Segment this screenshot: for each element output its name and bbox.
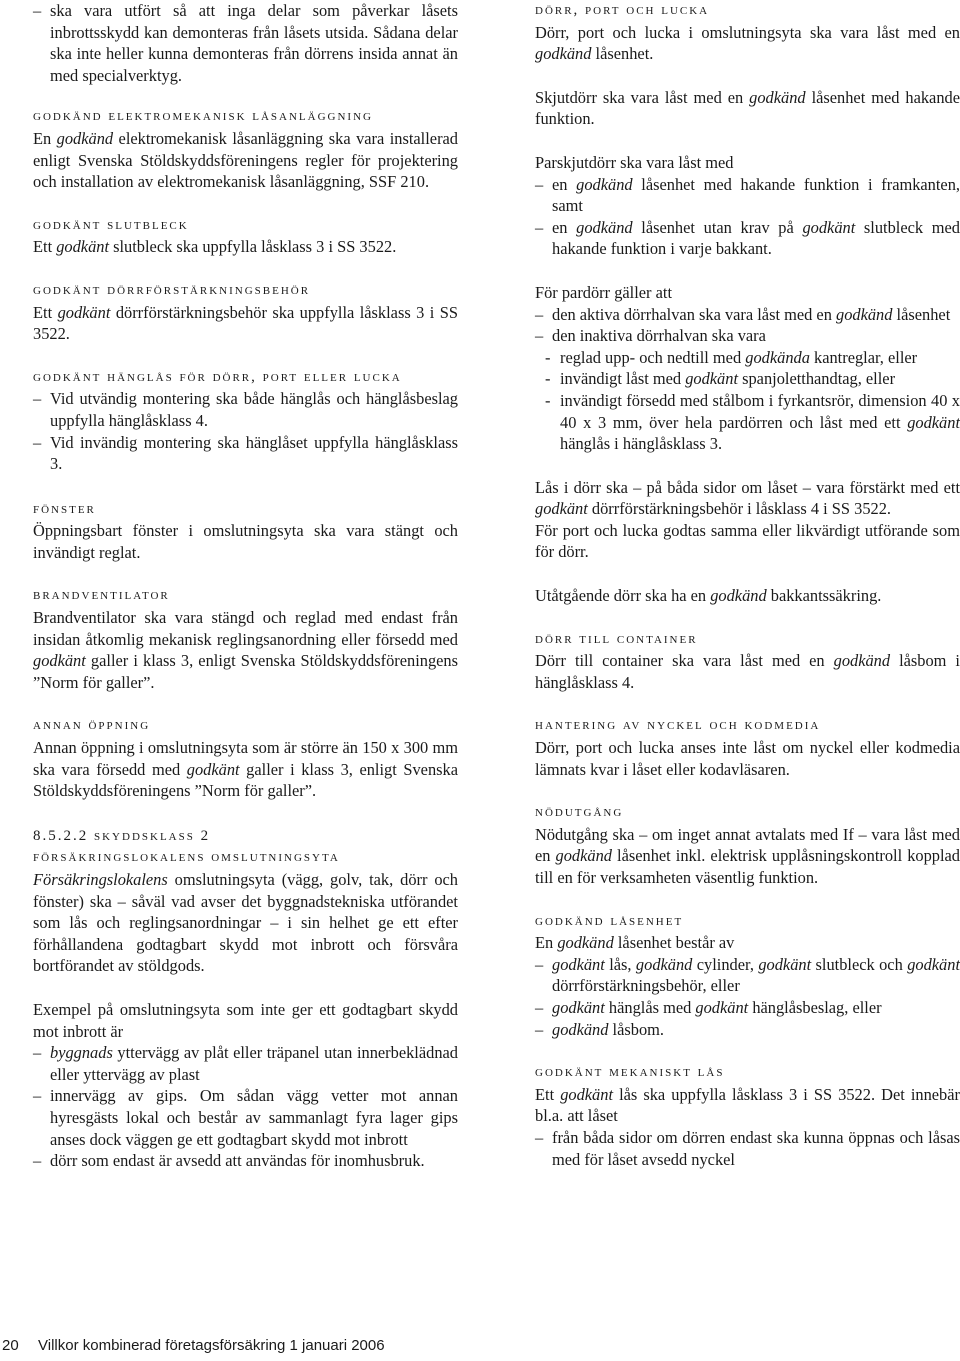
list-item [535, 997, 960, 1019]
emphasis: godkänt [802, 217, 856, 237]
text-run: Annan öppning i omslutningsyta som är större än 150 x 300 mm ska vara försedd med [33, 738, 458, 779]
text-run: den aktiva dörrhalvan ska vara låst med en [552, 304, 836, 324]
text-run: omslutningsyta (vägg, golv, tak, dörr och fönster) ska – såväl vad avser det byggnadstekniska utförandet som lås och reglingsanordningar – i sin helhet ge ett efter förhållandena godtagbart skydd mot inbrott och försvåra bortförandet av stöldgods. [33, 870, 458, 976]
emphasis: godkänd [576, 174, 633, 194]
section-text [535, 1084, 960, 1127]
mekaniskt-list [535, 1127, 960, 1170]
text-run: låsbom i hänglåsklass 4. [535, 651, 960, 692]
section-hanglas [33, 367, 458, 475]
section-text [535, 87, 960, 130]
section-brandventilator [33, 585, 458, 693]
footer-title: Villkor kombinerad företagsförsäkring 1 januari 2006 [38, 1337, 385, 1354]
text-run: Ett [535, 1084, 561, 1104]
intro-list [33, 0, 458, 86]
text-run: slutbleck med hakande funktion i varje bakkant. [552, 217, 960, 259]
intro-text: ska vara utfört så att inga delar som påverkar låsets inbrottsskydd kan demonteras från låsets utsida. Sådana delar ska inte heller kunna demonteras från dörrens insida annat än med specialverktyg. [50, 1, 458, 85]
section-heading: annan öppning [33, 717, 151, 734]
text-run: en [552, 174, 577, 194]
text-run: Lås i dörr ska – på båda sidor om låset – vara förstärkt med ett [535, 477, 960, 497]
section-heading: godkänt mekaniskt lås [535, 1064, 725, 1081]
list-item [535, 954, 960, 997]
section-text [535, 932, 960, 954]
text-run: låsenhet består av [613, 933, 735, 953]
section-text [535, 650, 960, 693]
emphasis: godkänt [758, 954, 812, 974]
list-item: – dörr som endast är avsedd att användas för inomhusbruk. [33, 1150, 458, 1172]
section-nodutgang [535, 802, 960, 888]
text-run: hänglås med [604, 997, 696, 1017]
section-text: Öppningsbart fönster i omslutningsyta ska vara stängt och invändigt reglat. [33, 521, 458, 562]
text-run: Ett [33, 237, 57, 257]
text-run: spanjoletthandtag, eller [738, 369, 896, 389]
text-run: galler i klass 3, enligt Svenska Stöldskyddsföreningens ”Norm för galler”. [33, 651, 458, 692]
text-run: hänglås i hänglåsklass 3. [560, 434, 723, 454]
text-run: En [33, 128, 57, 148]
emphasis: godkänt [56, 237, 110, 257]
section-heading: godkänt dörrförstärkningsbehör [33, 281, 311, 298]
text-run: bakkantssäkring. [766, 586, 882, 606]
section-text [535, 585, 960, 607]
text-run: låsenhet. [591, 44, 654, 64]
text-run: lås ska uppfylla låsklass 3 i SS 3522. Det innebär bl.a. att låset [535, 1084, 960, 1126]
emphasis: godkänt [685, 369, 738, 389]
emphasis: godkänd [635, 954, 693, 974]
emphasis: godkänt [560, 1084, 613, 1104]
text-run: lås, [604, 954, 636, 974]
list-item: – från båda sidor om dörren endast ska kunna öppnas och låsas med för låset avsedd nyckel [535, 1127, 960, 1170]
emphasis: byggnads [50, 1043, 113, 1063]
emphasis: godkänt [33, 651, 86, 671]
section-heading: fönster [33, 500, 96, 517]
list-item [535, 1019, 960, 1041]
list-item: – Vid utvändig montering ska både hänglås och hänglåsbeslag uppfylla hänglåsklass 4. [33, 388, 458, 431]
section-text [33, 236, 458, 258]
text-run: elektromekanisk låsanläggning ska vara installerad enligt Svenska Stöldskyddsföreningens regler för projektering och installation av elektromekanisk låsanläggning, SSF 210. [33, 128, 458, 192]
section-skyddsklass [33, 826, 458, 1172]
list-item [33, 0, 458, 86]
list-item [535, 217, 960, 260]
section-text: Dörr, port och lucka anses inte låst om nyckel eller kodmedia lämnats kvar i låset eller kodavläsaren. [535, 738, 960, 779]
right-column [535, 0, 960, 1170]
emphasis: godkänt [907, 412, 960, 432]
section-text [535, 477, 960, 520]
list-item [535, 304, 960, 326]
section-annan [33, 715, 458, 801]
emphasis: godkänd [557, 933, 614, 953]
text-run: Utåtgående dörr ska ha en [535, 586, 711, 606]
section-heading: nödutgång [535, 804, 624, 821]
emphasis: godkänt [907, 954, 960, 974]
section-heading: 8.5.2.2 skyddsklass 2 [33, 827, 211, 844]
text-run: en [552, 217, 577, 237]
emphasis: godkänd [710, 586, 767, 606]
emphasis: godkänd [836, 304, 893, 324]
section-fonster [33, 499, 458, 564]
emphasis: godkänd [535, 44, 592, 64]
emphasis: godkänd [749, 87, 806, 107]
emphasis: godkänt [552, 997, 605, 1017]
text-run: galler i klass 3, enligt Svenska Stöldskyddsföreningens ”Norm för galler”. [33, 759, 459, 801]
text-run: låsbom. [608, 1019, 664, 1039]
section-heading: godkänt hänglås för dörr, port eller lucka [33, 368, 402, 385]
text-run: Nödutgång ska – om inget annat avtalats med If – vara låst med en [535, 824, 960, 866]
text-run: hänglåsbeslag, eller [748, 997, 882, 1017]
section-heading: brandventilator [33, 587, 170, 604]
section-heading: godkänd låsenhet [535, 912, 684, 929]
emphasis: godkänd [555, 846, 612, 866]
text-run: kantreglar, eller [809, 347, 918, 367]
section-heading: hantering av nyckel och kodmedia [535, 717, 821, 734]
section-text [535, 824, 960, 889]
text-run: Dörr, port och lucka i omslutningsyta ska vara låst med en [535, 22, 960, 42]
text-run: låsenhet inkl. elektrisk upplåsningskontroll kopplad till en för verksamheten väsentlig funktion. [535, 846, 960, 887]
text-run: invändigt låst med [560, 369, 686, 389]
emphasis: godkänd [833, 651, 891, 671]
section-nyckel [535, 715, 960, 780]
section-slutbleck [33, 215, 458, 258]
emphasis: godkänd [56, 128, 114, 148]
text-run: Dörr till container ska vara låst med en [535, 651, 834, 671]
text-run: Brandventilator ska vara stängd och reglad med endast från insidan åtkomlig mekanisk reglingsanordning eller försedd med [33, 608, 458, 649]
section-heading: dörr till container [535, 630, 698, 647]
emphasis: godkänt [186, 759, 240, 779]
section-subheading: försäkringslokalens omslutningsyta [33, 849, 340, 866]
text-run: låsenhet [892, 304, 951, 324]
hanglas-list [33, 388, 458, 474]
sublist-item [535, 368, 960, 390]
section-container [535, 629, 960, 694]
emphasis: godkänt [695, 997, 749, 1017]
text-run: Ett [33, 302, 58, 322]
list-item [535, 174, 960, 217]
section-heading: dörr, port och lucka [535, 2, 710, 18]
list-item: – Vid invändig montering ska hänglåset uppfylla hänglåsklass 3. [33, 432, 458, 475]
text-run: cylinder, [692, 954, 759, 974]
section-text: För port och lucka godtas samma eller likvärdigt utförande som för dörr. [535, 520, 960, 562]
text-run: yttervägg av plåt eller träpanel utan innerbeklädnad eller yttervägg av plast [50, 1043, 458, 1084]
text-run: slutbleck ska uppfylla låsklass 3 i SS 3522. [109, 237, 397, 257]
section-text [33, 737, 458, 802]
section-lasenhet [535, 911, 960, 1041]
text-run: slutbleck och [811, 954, 908, 974]
sublist-item [535, 347, 960, 369]
section-text: Parskjutdörr ska vara låst med [535, 152, 734, 172]
pardorr-sublist [535, 347, 960, 455]
page-number: 20 [2, 1337, 19, 1354]
section-elektromekanisk [33, 106, 458, 192]
section-text: För pardörr gäller att [535, 282, 672, 302]
emphasis: godkänd [552, 1019, 609, 1039]
example-list [33, 1042, 458, 1172]
list-item: – den inaktiva dörrhalvan ska vara [535, 325, 960, 347]
left-column [33, 0, 458, 1172]
emphasis: godkända [745, 347, 810, 367]
parskjutdorr-list [535, 174, 960, 260]
section-dorr [535, 0, 960, 607]
text-run: En [535, 933, 558, 953]
section-text [33, 607, 458, 693]
sublist-item [535, 390, 960, 455]
emphasis: godkänt [535, 499, 588, 519]
section-dorrforstarkning [33, 280, 458, 345]
text-run: låsenhet med hakande funktion. [535, 87, 960, 129]
text-run: dörrförstärkningsbehör ska uppfylla låsklass 3 i SS 3522. [33, 302, 458, 344]
section-text [33, 302, 458, 345]
emphasis: godkänt [57, 302, 111, 322]
lasenhet-list [535, 954, 960, 1040]
section-mekaniskt [535, 1062, 960, 1170]
section-heading: godkänd elektromekanisk låsanläggning [33, 108, 373, 125]
text-run: reglad upp- och nedtill med [560, 347, 746, 367]
section-text [33, 128, 458, 193]
text-run: låsenhet utan krav på [632, 217, 803, 237]
section-text [535, 22, 960, 65]
emphasis: godkänd [576, 217, 633, 237]
text-run: invändigt försedd med stålbom i fyrkantsrör, dimension 40 x 40 x 3 mm, över hela pardörren och låst med ett [560, 390, 960, 432]
example-text: Exempel på omslutningsyta som inte ger ett godtagbart skydd mot inbrott är [33, 999, 458, 1041]
section-heading: godkänt slutbleck [33, 216, 189, 233]
list-item [33, 1042, 458, 1085]
pardorr-list [535, 304, 960, 347]
text-run: dörrförstärkningsbehör, eller [552, 976, 740, 996]
text-run: dörrförstärkningsbehör i låsklass 4 i SS 3522. [587, 499, 892, 519]
emphasis: Försäkringslokalens [33, 870, 168, 889]
section-text [33, 869, 458, 977]
text-run: Skjutdörr ska vara låst med en [535, 87, 750, 107]
emphasis: godkänt [552, 954, 605, 974]
list-item: – innervägg av gips. Om sådan vägg vetter mot annan hyresgästs lokal och består av sammanlagt fyra lager gips anses dock väggen ge ett godtagbart skydd mot inbrott [33, 1085, 458, 1150]
text-run: låsenhet med hakande funktion i framkanten, samt [552, 174, 960, 216]
